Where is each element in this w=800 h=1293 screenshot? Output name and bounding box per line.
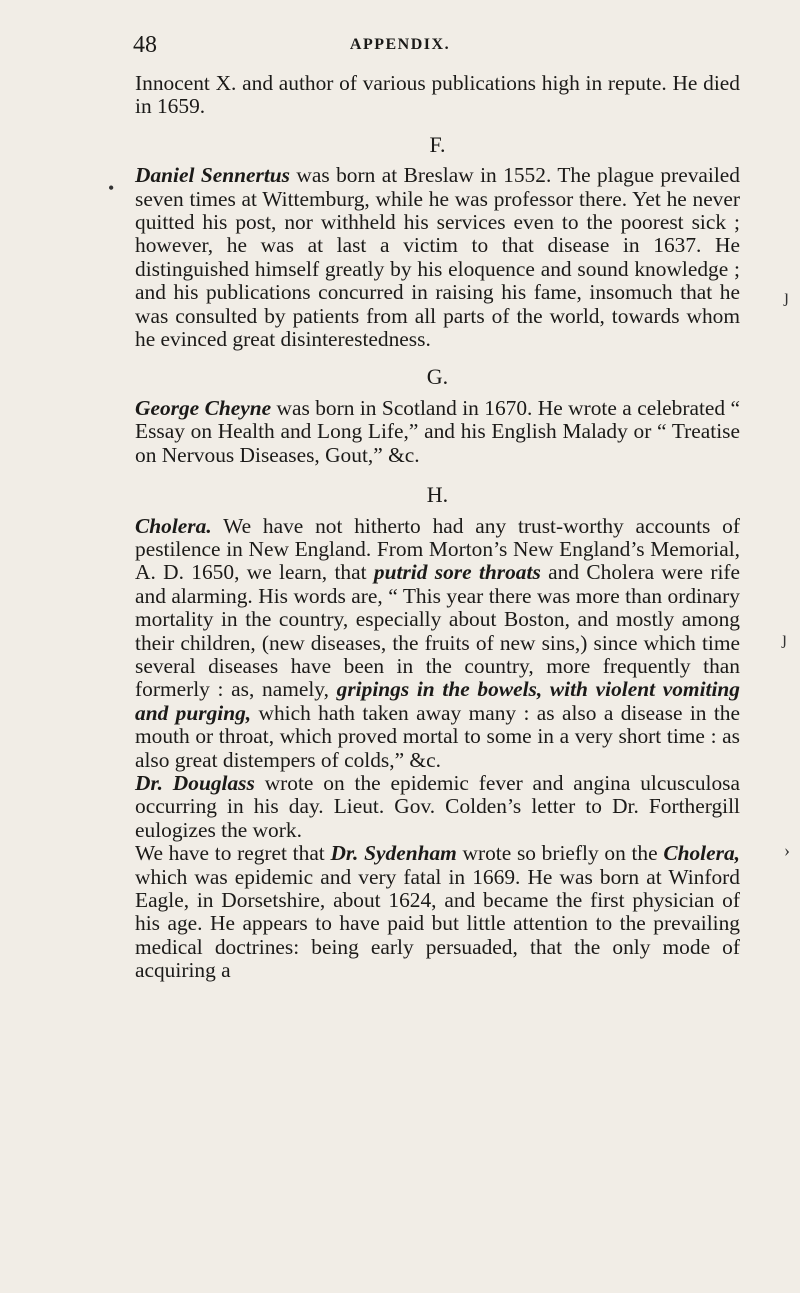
- running-title: APPENDIX.: [349, 36, 451, 53]
- text-cheyne: was born in Scotland in 1670. He wrote a celebrated “ Essay on Health and Long Life,” and his English Malady or “ Treatise on Nervous Diseases, Gout,” &c.: [135, 395, 740, 467]
- paragraph-douglass: [135, 772, 740, 842]
- text-douglass: wrote on the epidemic fever and angina ulcusculosa occurring in his day. Lieut. Gov. Colden’s letter to Dr. Forthergill eulogizes the work.: [135, 770, 740, 842]
- section-heading-g: G.: [426, 364, 449, 390]
- section-heading-h: H.: [426, 482, 449, 508]
- body-text: [135, 72, 740, 983]
- margin-bullet-mark: •: [108, 178, 115, 198]
- text-sennertus: was born at Breslaw in 1552. The plague prevailed seven times at Wittemburg, while he was professor there. Yet he never quitted his post, nor withheld his services even to the poorest sick ; however, he was at last a victim to that disease in 1637. He distinguished himself greatly by his eloquence and sound knowledge ; and his publications concurred in raising his fame, insomuch that he was consulted by patients from all parts of the world, towards whom he evinced great disinterestedness.: [135, 163, 741, 352]
- paragraph-sydenham: [135, 842, 740, 982]
- text-cholera-1: We have not hitherto had any trust-worthy accounts of pestilence in New England. From Morton’s New England’s Memorial, A. D. 1650, we learn, that: [135, 513, 740, 585]
- name-douglass: Dr. Douglass: [135, 770, 255, 795]
- term-cholera-2: Cholera,: [663, 841, 740, 866]
- text-cholera-2: and Cholera were rife and alarming. His words are, “ This year there was more than ordinary mortality in the country, especially about Boston, and mostly among their children, (new diseases, the fruits of new sins,) since which time several diseases have been in the country, more frequently than formerly : as, namely,: [135, 560, 741, 702]
- paragraph-sennertus: [135, 164, 740, 351]
- text-sydenham-1: We have to regret that: [135, 841, 331, 866]
- name-sydenham: Dr. Sydenham: [330, 841, 457, 866]
- section-heading-f: F.: [429, 131, 446, 157]
- text-sydenham-2: wrote so briefly on the: [456, 841, 664, 866]
- text-cholera-3: which hath taken away many : as also a disease in the mouth or throat, which proved mortal to some in a very short time : as also great distempers of colds,” &c.: [135, 700, 740, 772]
- margin-tick-mark: ȷ: [784, 286, 790, 306]
- margin-tick-mark: ȷ: [782, 628, 788, 648]
- paragraph-cholera: [135, 515, 740, 772]
- text-sydenham-3: which was epidemic and very fatal in 1669. He was born at Winford Eagle, in Dorsetshire, about 1624, and became the first physician of his age. He appears to have paid but little attention to the prevailing medical doctrines: being early persuaded, that the only mode of acquiring a: [135, 864, 740, 983]
- phrase-gripings: gripings in the bowels, with violent vomiting and purging,: [135, 677, 740, 725]
- name-cheyne: George Cheyne: [135, 395, 272, 420]
- running-head: [0, 32, 800, 62]
- page-number: 48: [133, 32, 157, 58]
- name-sennertus: Daniel Sennertus: [135, 163, 291, 188]
- paragraph-cheyne: [135, 397, 740, 467]
- margin-tick-mark: ›: [784, 840, 790, 860]
- paragraph-continuation: Innocent X. and author of various publications high in repute. He died in 1659.: [135, 71, 740, 119]
- phrase-putrid-sore-throats: putrid sore throats: [373, 560, 541, 585]
- term-cholera: Cholera.: [135, 513, 212, 538]
